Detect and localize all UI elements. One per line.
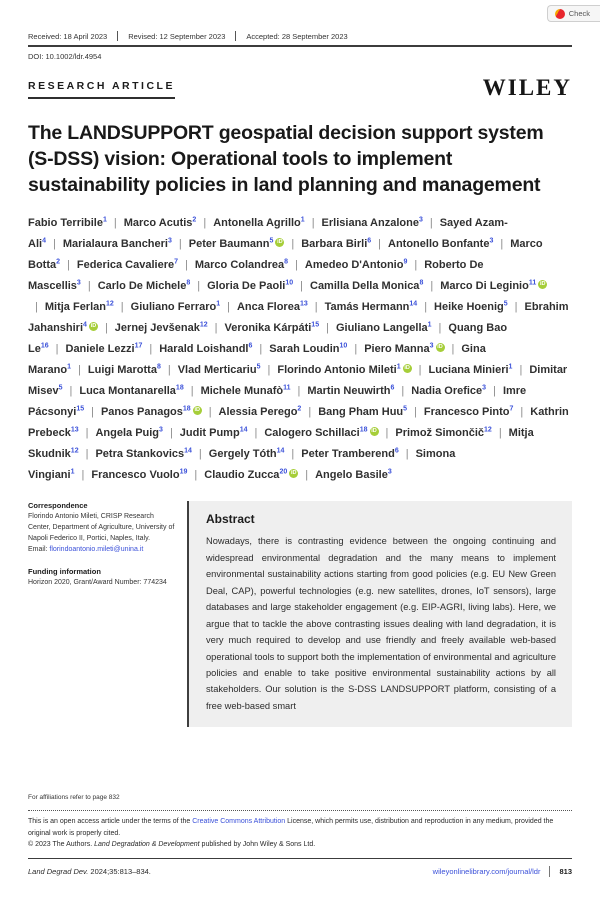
author-separator: | (69, 385, 73, 398)
affiliation-superscript: 3 (387, 468, 392, 476)
author-separator: | (498, 427, 502, 440)
abstract-text: Nowadays, there is contrasting evidence between the ongoing continuing and widespread environmental degradation and the many means to implement environmental sustainability actions starting from good policies (e.g. EU New Green Deal, CAP), powerful technologies (e.g. new satellites, drones, IoT sensors), large databases and large stakeholder engagement (e.g. EIP-AGRI, living labs). Here, we argue that to tackle the above contrasting issues dealing with land degradation, it is very much required to develop and use friendly and freely available web-based operational tools to support both the implementation of environmental and agriculture policies and enable to take positive environmental sustainability actions by all stakeholders. Our solution is the S-DSS LANDSUPPORT platform, consisting of a free web-based smart (206, 536, 556, 711)
author-name: Camilla Della Monica (310, 280, 420, 293)
author (77, 259, 178, 271)
affiliation-superscript: 6 (248, 342, 253, 350)
author-separator: | (178, 238, 182, 251)
author-name: Carlo De Michele (97, 280, 187, 293)
author (28, 217, 107, 229)
author-name: Erlisiana Anzalone (321, 217, 419, 230)
author-separator: | (87, 280, 91, 293)
affiliation-superscript: 19 (179, 468, 188, 476)
author-separator: | (104, 322, 108, 335)
affiliation-superscript: 4 (42, 237, 46, 245)
author-separator: | (308, 406, 312, 419)
author-list (28, 213, 572, 486)
abstract-section (187, 501, 572, 727)
author (318, 406, 407, 418)
affiliation-superscript: 2 (56, 258, 61, 266)
author-separator: | (295, 259, 298, 272)
author-separator: | (85, 427, 89, 440)
funding-section (28, 567, 178, 589)
author-separator: | (55, 343, 59, 356)
affiliation-superscript: 11 (528, 279, 537, 287)
email-label: Email: (28, 545, 50, 553)
author-separator: | (113, 217, 117, 230)
author-name: Harald Loishandl (159, 343, 249, 356)
author-name: Ebrahim Jahanshiri (28, 301, 569, 335)
author-separator: | (401, 385, 405, 398)
author-separator: | (326, 322, 329, 335)
author-name: Veronika Kárpáti (224, 322, 312, 335)
author-separator: | (520, 406, 524, 419)
article-history (28, 31, 572, 41)
author-separator: | (35, 301, 38, 314)
correspondence-heading: Correspondence (28, 501, 88, 511)
affiliation-superscript: 1 (427, 321, 432, 329)
affiliation-superscript: 16 (40, 342, 49, 350)
author-name: Giuliano Langella (335, 322, 428, 335)
author-name: Gloria De Paoli (207, 280, 286, 293)
author-separator: | (291, 448, 295, 461)
affiliation-superscript: 7 (509, 405, 514, 413)
affiliation-superscript: 6 (394, 447, 399, 455)
author (301, 448, 398, 460)
author-name: Judit Pump (179, 427, 240, 440)
author-name: Luigi Marotta (87, 364, 157, 377)
page-number: 813 (559, 867, 572, 877)
affiliation-superscript: 18 (359, 426, 368, 434)
author-name: Vlad Merticariu (177, 364, 257, 377)
wiley-logo: WILEY (482, 75, 572, 100)
affiliation-superscript: 14 (409, 300, 418, 308)
author (325, 301, 418, 313)
author-separator: | (451, 343, 455, 356)
author-name: Anca Florea (236, 301, 300, 314)
author (434, 301, 508, 313)
article-title: The LANDSUPPORT geospatial decision support system (S-DSS) vision: Operational tools to implement sustainability policies in land planning and management (28, 122, 544, 197)
affiliation-superscript: 5 (269, 237, 274, 245)
author-separator: | (81, 469, 85, 482)
author-name: Claudio Zucca (204, 469, 280, 482)
orcid-icon[interactable]: iD (404, 364, 410, 371)
author-name: Peter Tramberend (301, 448, 395, 461)
dotted-divider (28, 810, 572, 811)
affiliation-superscript: 3 (418, 216, 423, 224)
author-separator: | (85, 448, 89, 461)
license-statement (28, 816, 572, 839)
author-name: Marco Botta (28, 238, 543, 272)
affiliation-superscript: 8 (186, 279, 191, 287)
author-separator: | (67, 259, 70, 272)
citation-detail: 2024;35:813–834. (88, 867, 151, 877)
affiliation-superscript: 3 (482, 384, 487, 392)
affiliation-superscript: 1 (70, 468, 75, 476)
author (195, 259, 288, 271)
author (115, 322, 208, 334)
author (209, 448, 285, 460)
author (66, 343, 143, 355)
author-name: Roberto De Mascellis (28, 259, 484, 293)
affiliation-superscript: 12 (484, 426, 492, 434)
copyright-line (28, 841, 572, 848)
author-name: Imre Pácsonyi (28, 385, 527, 419)
orcid-icon[interactable]: iD (277, 238, 283, 245)
author-name: Sayed Azam-Ali (28, 217, 508, 251)
author (201, 385, 291, 397)
author-separator: | (311, 217, 315, 230)
author-separator: | (52, 238, 56, 251)
affiliation-superscript: 1 (508, 363, 513, 371)
orcid-icon[interactable]: iD (539, 280, 546, 287)
license-text: This is an open access article under the terms of the (28, 818, 193, 825)
email-link[interactable]: florindoantonio.mileti@unina.it (49, 545, 144, 553)
orcid-icon[interactable]: iD (437, 343, 443, 350)
author-separator: | (493, 385, 496, 398)
funding-body: Horizon 2020, Grant/Award Number: 774234 (28, 578, 167, 586)
author-name: Calogero Schillaci (264, 427, 360, 440)
copyright-text: © 2023 The Authors. (28, 841, 95, 849)
author-name: Daniele Lezzi (65, 343, 135, 356)
author-name: Florindo Antonio Mileti (277, 364, 397, 377)
affiliation-superscript: 18 (175, 384, 184, 392)
author-name: Bang Pham Huu (318, 406, 404, 419)
affiliation-superscript: 14 (276, 447, 285, 455)
author-separator: | (91, 406, 94, 419)
author (180, 427, 248, 439)
crossmark-icon (555, 9, 565, 19)
running-footer (28, 866, 572, 877)
author-separator: | (197, 280, 201, 293)
author (315, 469, 392, 481)
author (269, 343, 347, 355)
affiliation-superscript: 12 (105, 300, 114, 308)
article-type-label: RESEARCH ARTICLE (28, 80, 175, 99)
author-name: Piero Manna (364, 343, 430, 356)
affiliation-superscript: 5 (403, 405, 408, 413)
author (91, 469, 187, 481)
journal-name: Land Degradation & Development (94, 841, 200, 849)
received-date: Received: 18 April 2023 (28, 31, 108, 41)
author-name: Antonello Bonfante (388, 238, 490, 251)
author (224, 322, 319, 334)
orcid-icon[interactable]: iD (194, 406, 200, 413)
affiliation-superscript: 5 (58, 384, 63, 392)
affiliation-superscript: 14 (239, 426, 248, 434)
citation-journal: Land Degrad Dev. (28, 867, 89, 877)
affiliation-superscript: 10 (339, 342, 348, 350)
author-separator: | (259, 343, 263, 356)
affiliation-superscript: 10 (285, 279, 294, 287)
author-name: Michele Munafò (200, 385, 284, 398)
affiliation-superscript: 11 (283, 384, 291, 392)
author-separator: | (190, 385, 194, 398)
orcid-icon[interactable]: iD (90, 322, 97, 329)
affiliation-superscript: 8 (284, 258, 289, 266)
affiliation-superscript: 12 (199, 321, 208, 329)
cc-license-link[interactable]: Creative Commons Attribution (192, 818, 286, 825)
divider (117, 31, 118, 41)
author-name: Martin Neuwirth (307, 385, 391, 398)
correspondence-section (28, 501, 178, 555)
affiliation-superscript: 3 (76, 279, 81, 287)
author-separator: | (208, 406, 212, 419)
author-name: Mitja Ferlan (44, 301, 106, 314)
author-separator: | (267, 364, 271, 377)
affiliation-superscript: 3 (159, 426, 163, 434)
affiliation-superscript: 3 (167, 237, 172, 245)
affiliation-superscript: 2 (192, 216, 197, 224)
author-name: Luciana Minieri (428, 364, 509, 377)
article-sidebar (28, 501, 178, 727)
correspondence-body: Florindo Antonio Mileti, CRISP Research Center, Department of Agriculture, University of Napoli Federico II, Portici, Naples, Italy. (28, 513, 175, 543)
author (440, 280, 547, 292)
author-name: Gina Marano (28, 343, 486, 377)
author-separator: | (314, 301, 318, 314)
affiliation-superscript: 20 (279, 468, 288, 476)
affiliation-superscript: 13 (70, 426, 79, 434)
author (189, 238, 285, 250)
affiliation-superscript: 7 (174, 258, 179, 266)
orcid-icon[interactable]: iD (371, 427, 377, 434)
author-name: Barbara Birli (301, 238, 368, 251)
affiliation-superscript: 1 (300, 216, 305, 224)
author-name: Dimitar Misev (28, 364, 568, 398)
affiliation-superscript: 13 (299, 300, 308, 308)
author-name: Francesco Pinto (423, 406, 510, 419)
author-separator: | (519, 364, 523, 377)
author-separator: | (414, 259, 418, 272)
header-rule (28, 45, 572, 47)
author (307, 385, 394, 397)
affiliation-superscript: 1 (396, 363, 401, 371)
author-separator: | (500, 238, 504, 251)
author-separator: | (149, 343, 153, 356)
affiliation-superscript: 5 (503, 300, 508, 308)
author-name: Marco Colandrea (194, 259, 285, 272)
author (213, 217, 305, 229)
affiliation-superscript: 12 (70, 447, 79, 455)
author (237, 301, 308, 313)
author-separator: | (514, 301, 518, 314)
author-separator: | (438, 322, 442, 335)
affiliation-superscript: 14 (184, 447, 192, 455)
author (428, 364, 512, 376)
affiliation-superscript: 8 (419, 279, 424, 287)
author-name: Giuliano Ferraro (130, 301, 217, 314)
author-separator: | (254, 427, 258, 440)
author-name: Peter Baumann (188, 238, 270, 251)
author-name: Antonella Agrillo (213, 217, 301, 230)
affiliation-superscript: 4 (83, 321, 87, 329)
affiliation-superscript: 5 (256, 363, 261, 371)
affiliation-superscript: 1 (102, 216, 107, 224)
author (95, 448, 191, 460)
citation (28, 867, 151, 876)
author-name: Federica Cavaliere (76, 259, 175, 272)
author (124, 217, 197, 229)
author (95, 427, 162, 439)
author-name: Kathrin Prebeck (28, 406, 569, 440)
author-separator: | (385, 427, 389, 440)
author-separator: | (424, 301, 428, 314)
author-separator: | (78, 364, 81, 377)
affiliation-superscript: 18 (182, 405, 191, 413)
author (88, 364, 161, 376)
author-name: Fabio Terribile (28, 217, 103, 230)
author (63, 238, 172, 250)
author (411, 385, 486, 397)
affiliation-superscript: 6 (390, 384, 395, 392)
author (322, 217, 423, 229)
author-name: Marialaura Bancheri (62, 238, 168, 251)
author (131, 301, 220, 313)
author-separator: | (203, 217, 207, 230)
author (98, 280, 191, 292)
author-separator: | (418, 364, 422, 377)
author-name: Marco Di Leginio (440, 280, 529, 293)
author (159, 343, 252, 355)
author-separator: | (185, 259, 188, 272)
affiliations-note: For affiliations refer to page 832 (28, 794, 120, 801)
author-separator: | (167, 364, 171, 377)
author-name: Heike Hoenig (434, 301, 504, 314)
author-name: Jernej Jevšenak (114, 322, 200, 335)
author-name: Primož Simončič (395, 427, 485, 440)
affiliation-superscript: 1 (67, 363, 72, 371)
author-separator: | (120, 301, 124, 314)
author-name: Angela Puig (95, 427, 160, 440)
author (301, 238, 371, 250)
author (364, 343, 444, 355)
affiliation-superscript: 2 (297, 405, 302, 413)
author-name: Nadia Orefice (411, 385, 483, 398)
author-name: Petra Stankovics (95, 448, 185, 461)
funding-heading: Funding information (28, 566, 101, 576)
orcid-icon[interactable]: iD (290, 469, 297, 476)
affiliation-superscript: 9 (403, 258, 408, 266)
revised-date: Revised: 12 September 2023 (128, 31, 226, 41)
author (388, 238, 493, 250)
author-name: Tamás Hermann (324, 301, 410, 314)
author-separator: | (354, 343, 358, 356)
author-name: Alessia Perego (218, 406, 298, 419)
author (305, 259, 407, 271)
license-text: License, which permits use, distribution and reproduction in any medium, provided the original work is properly cited. (28, 818, 554, 837)
author-separator: | (214, 322, 218, 335)
author-name: Mitja Skudnik (28, 427, 534, 461)
author-separator: | (305, 469, 309, 482)
author-name: Marco Acutis (123, 217, 193, 230)
doi: DOI: 10.1002/ldr.4954 (28, 52, 102, 61)
author-separator: | (430, 280, 434, 293)
author-separator: | (194, 469, 198, 482)
affiliation-superscript: 8 (156, 363, 161, 371)
author-separator: | (414, 406, 417, 419)
affiliation-superscript: 15 (76, 405, 85, 413)
affiliation-superscript: 3 (489, 237, 494, 245)
author (207, 280, 293, 292)
author-name: Simona Vingiani (28, 448, 456, 482)
affiliation-superscript: 15 (311, 321, 320, 329)
author-separator: | (297, 385, 301, 398)
author-separator: | (227, 301, 230, 314)
journal-url-link[interactable]: wileyonlinelibrary.com/journal/ldr (432, 867, 541, 877)
author-name: Panos Panagos (100, 406, 183, 419)
check-for-updates-badge[interactable] (547, 5, 600, 22)
author (79, 385, 183, 397)
affiliation-superscript: 6 (367, 237, 372, 245)
footer-rule (28, 858, 572, 859)
author-separator: | (169, 427, 173, 440)
divider (235, 31, 236, 41)
author (178, 364, 261, 376)
divider (549, 866, 550, 877)
author-name: Francesco Vuolo (91, 469, 180, 482)
author (101, 406, 202, 418)
author-separator: | (405, 448, 409, 461)
author-separator: | (429, 217, 433, 230)
affiliation-superscript: 1 (216, 300, 221, 308)
affiliation-superscript: 3 (429, 342, 434, 350)
author (310, 280, 423, 292)
author-separator: | (378, 238, 382, 251)
author-name: Quang Bao Le (28, 322, 508, 356)
affiliation-superscript: 17 (134, 342, 143, 350)
author-name: Gergely Tóth (208, 448, 277, 461)
author-name: Amedeo D'Antonio (304, 259, 404, 272)
author (264, 427, 378, 439)
check-badge-label: Check (568, 9, 590, 18)
author (277, 364, 411, 376)
author (395, 427, 491, 439)
author-separator: | (291, 238, 295, 251)
author (219, 406, 302, 418)
accepted-date: Accepted: 28 September 2023 (246, 31, 348, 41)
author-name: Sarah Loudin (269, 343, 340, 356)
author (424, 406, 513, 418)
author-separator: | (300, 280, 303, 293)
author (336, 322, 432, 334)
copyright-text: published by John Wiley & Sons Ltd. (199, 841, 316, 849)
author-name: Luca Montanarella (79, 385, 176, 398)
abstract-heading: Abstract (206, 512, 255, 527)
author-separator: | (198, 448, 202, 461)
author (204, 469, 298, 481)
author (45, 301, 114, 313)
author-name: Angelo Basile (315, 469, 388, 482)
